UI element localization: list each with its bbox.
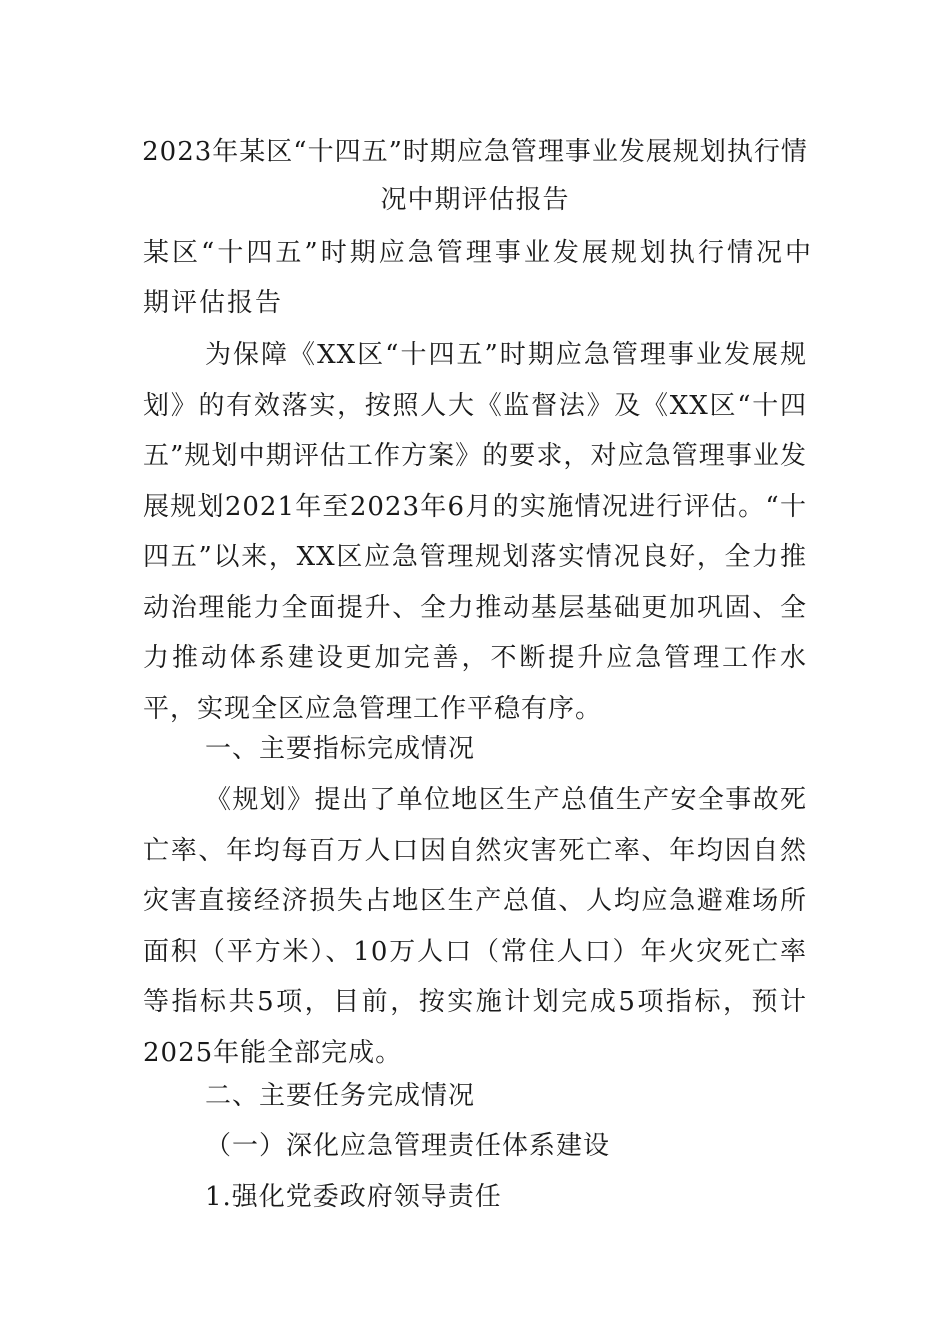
intro-paragraph: 为保障《XX区“十四五”时期应急管理事业发展规划》的有效落实，按照人大《监督法》及《XX区“十四五”规划中期评估工作方案》的要求，对应急管理事业发展规划2021年至2023年6月的实施情况进行评估。“十四五”以来，XX区应急管理规划落实情况良好，全力推动治理能力全面提升、全力推动基层基础更加巩固、全力推动体系建设更加完善，不断提升应急管理工作水平，实现全区应急管理工作平稳有序。 [143, 340, 807, 724]
section-heading-2: 二、主要任务完成情况 [205, 1081, 476, 1111]
document-title: 2023年某区“十四五”时期应急管理事业发展规划执行情况中期评估报告 [142, 137, 808, 215]
section-heading-1: 一、主要指标完成情况 [205, 734, 476, 764]
document-subtitle: 某区“十四五”时期应急管理事业发展规划执行情况中期评估报告 [143, 238, 813, 318]
item-heading: 1.强化党委政府领导责任 [205, 1182, 502, 1212]
indicators-paragraph: 《规划》提出了单位地区生产总值生产安全事故死亡率、年均每百万人口因自然灾害死亡率、年均因自然灾害直接经济损失占地区生产总值、人均应急避难场所面积（平方米）、10万人口（常住人口）年火灾死亡率等指标共5项，目前，按实施计划完成5项指标，预计2025年能全部完成。 [143, 785, 807, 1068]
subsection-heading: （一）深化应急管理责任体系建设 [205, 1131, 611, 1161]
